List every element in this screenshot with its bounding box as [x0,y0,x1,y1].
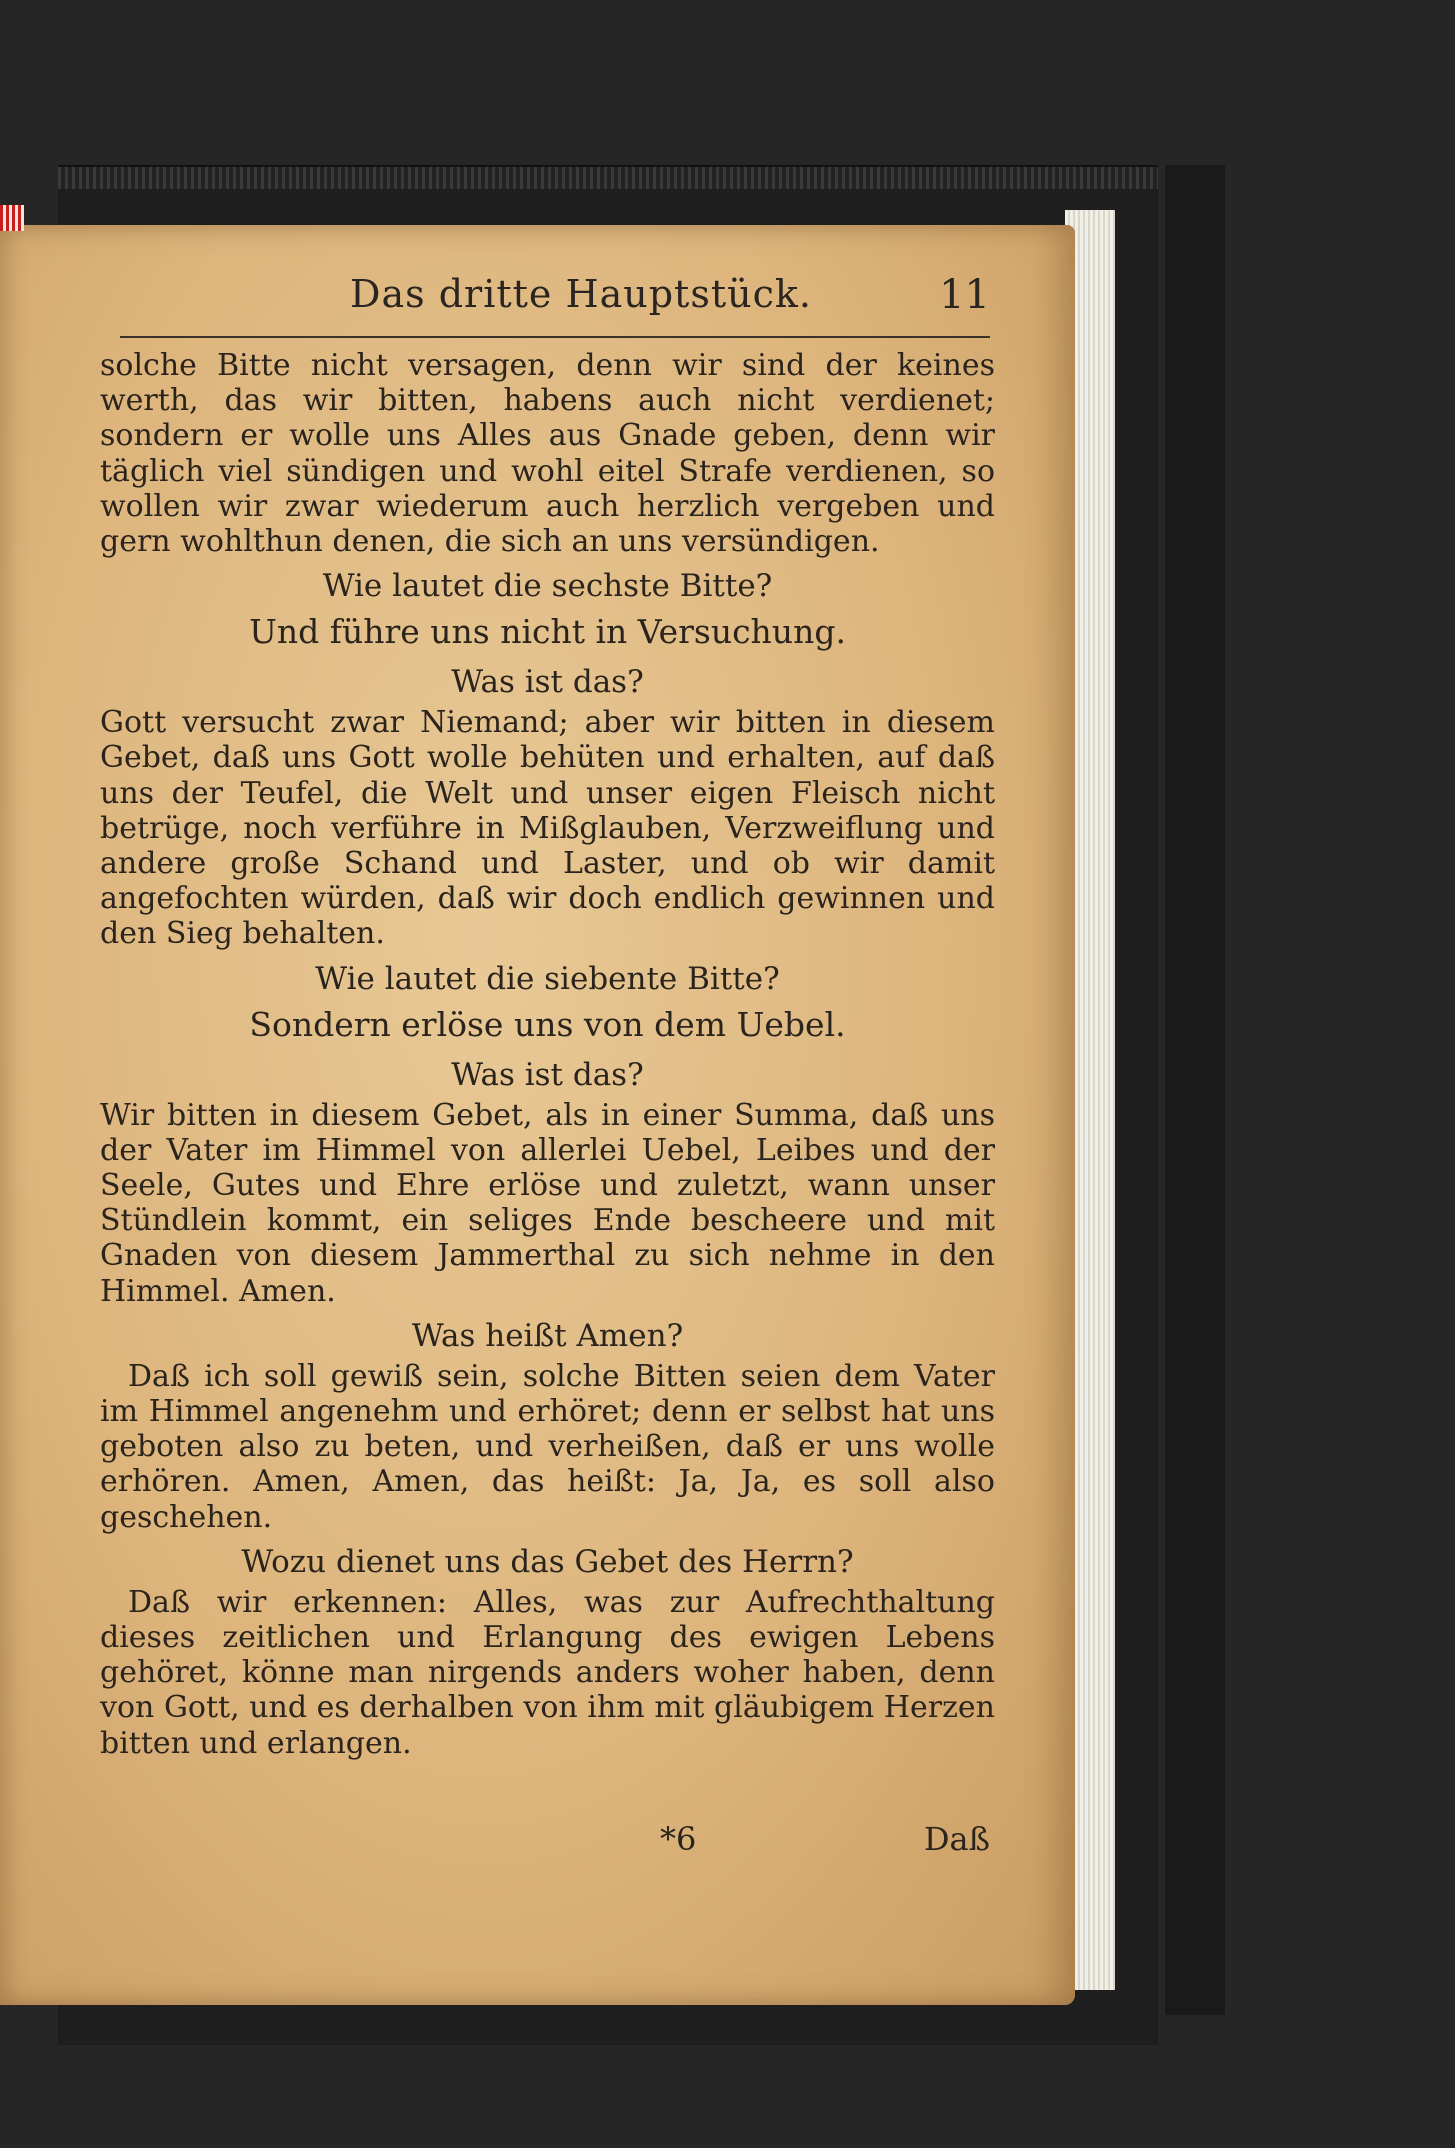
paragraph-amen-explanation: Daß ich soll gewiß sein, solche Bitten seien dem Vater im Himmel angenehm und erhöret; denn er selbst hat uns geboten also zu beten, und verheißen, daß er uns wolle erhören. Amen, Amen, das heißt: Ja, Ja, es soll also geschehen. [100,1358,995,1535]
question-amen: Was heißt Amen? [411,1317,684,1354]
page-number: 11 [939,272,990,318]
question-what-is-that-1: Was ist das? [451,664,644,701]
cover-binding-texture [58,167,1158,189]
running-head-title: Das dritte Hauptstück. [350,272,812,316]
sixth-petition: Und führe uns nicht in Versuchung. [249,612,846,652]
question-seventh-petition: Wie lautet die siebente Bitte? [315,960,780,997]
question-purpose: Wozu dienet uns das Gebet des Herrn? [241,1543,854,1580]
book-shadow [1165,165,1225,2015]
paragraph-purpose-explanation: Daß wir erkennen: Alles, was zur Aufrechthaltung dieses zeitlichen und Erlangung des ewigen Lebens gehöret, könne man nirgends anders woher haben, denn von Gott, und es derhalben von ihm mit gläubigem Herzen bitten und erlangen. [100,1584,995,1761]
page-footer [120,1820,990,1870]
catchword: Daß [923,1820,990,1858]
question-sixth-petition: Wie lautet die sechste Bitte? [322,568,773,605]
paragraph-continuation: solche Bitte nicht versagen, denn wir sind der keines werth, das wir bitten, habens auch nicht verdienet; sondern er wolle uns Alles aus Gnade geben, denn wir täglich viel sündigen und wohl eitel Strafe verdienen, so wollen wir zwar wiederum auch herzlich vergeben und gern wohlthun denen, die sich an uns versündigen. [100,348,995,560]
ribbon-marker [0,205,24,231]
seventh-petition: Sondern erlöse uns von dem Uebel. [249,1004,846,1044]
paragraph-sixth-explanation: Gott versucht zwar Niemand; aber wir bitten in diesem Gebet, daß uns Gott wolle behüten und erhalten, auf daß uns der Teufel, die Welt und unser eigen Fleisch nicht betrüge, noch verführe in Mißglauben, Verzweiflung und andere große Schand und Laster, und ob wir damit angefochten würden, daß wir doch endlich gewinnen und den Sieg behalten. [100,705,995,952]
page-body [100,348,995,1761]
question-what-is-that-2: Was ist das? [451,1056,644,1093]
signature-mark: *6 [660,1820,697,1858]
running-head [120,272,990,332]
header-rule [120,336,990,338]
paragraph-seventh-explanation: Wir bitten in diesem Gebet, als in einer Summa, daß uns der Vater im Himmel von allerlei Uebel, Leibes und der Seele, Gutes und Ehre erlöse und zuletzt, wann unser Stündlein kommt, ein seliges Ende bescheere und mit Gnaden von diesem Jammerthal zu sich nehme in den Himmel. Amen. [100,1097,995,1309]
